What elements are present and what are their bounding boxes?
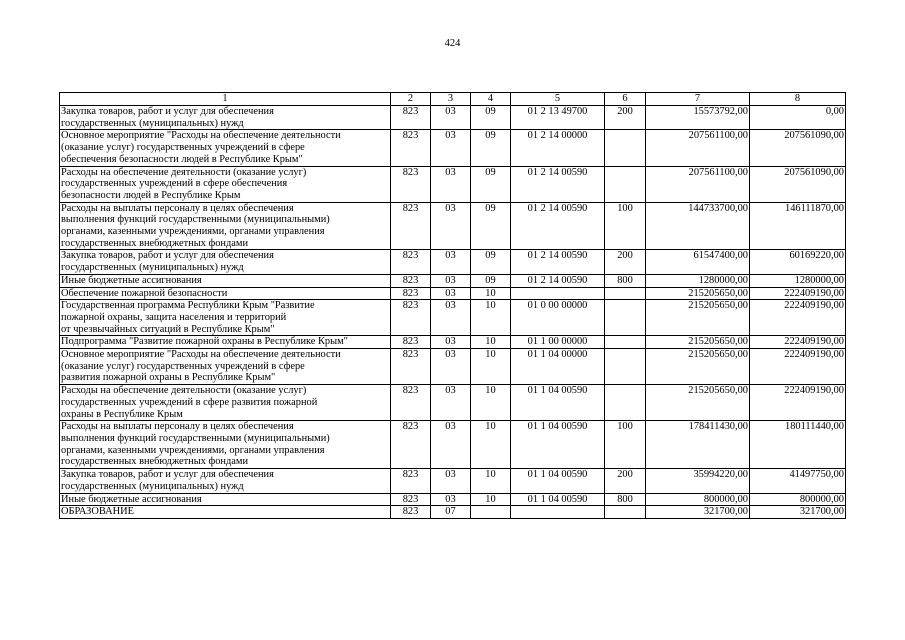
row-amount-year1: 207561100,00 xyxy=(646,166,750,202)
row-admin-code: 823 xyxy=(391,106,431,130)
row-target-article xyxy=(511,287,605,300)
row-expense-type: 100 xyxy=(605,421,646,469)
row-section-code: 07 xyxy=(431,506,471,519)
row-section-code: 03 xyxy=(431,106,471,130)
row-admin-code: 823 xyxy=(391,385,431,421)
row-section-code: 03 xyxy=(431,202,471,250)
table-row xyxy=(60,336,846,349)
row-description: Расходы на выплаты персоналу в целях обеспечения выполнения функций государственными (муниципальными) органами, казенными учреждениями, органами управления государственных внебюджетных фондами xyxy=(60,202,391,250)
row-section-code: 03 xyxy=(431,493,471,506)
row-amount-year1: 61547400,00 xyxy=(646,250,750,274)
row-admin-code: 823 xyxy=(391,493,431,506)
table-row xyxy=(60,349,846,385)
row-section-code: 03 xyxy=(431,469,471,493)
header-cell: 3 xyxy=(431,93,471,106)
budget-table xyxy=(59,92,846,519)
row-expense-type xyxy=(605,349,646,385)
row-amount-year2: 222409190,00 xyxy=(750,349,846,385)
row-subsection-code: 10 xyxy=(471,300,511,336)
row-description: ОБРАЗОВАНИЕ xyxy=(60,506,391,519)
row-target-article: 01 1 04 00590 xyxy=(511,385,605,421)
row-target-article: 01 2 14 00590 xyxy=(511,274,605,287)
row-subsection-code: 10 xyxy=(471,469,511,493)
row-target-article: 01 2 14 00590 xyxy=(511,250,605,274)
row-amount-year2: 222409190,00 xyxy=(750,300,846,336)
row-amount-year2: 800000,00 xyxy=(750,493,846,506)
row-target-article: 01 2 13 49700 xyxy=(511,106,605,130)
row-expense-type: 200 xyxy=(605,250,646,274)
row-amount-year2: 146111870,00 xyxy=(750,202,846,250)
row-amount-year1: 15573792,00 xyxy=(646,106,750,130)
header-cell: 4 xyxy=(471,93,511,106)
row-subsection-code: 10 xyxy=(471,493,511,506)
row-target-article: 01 1 04 00590 xyxy=(511,421,605,469)
row-subsection-code: 09 xyxy=(471,274,511,287)
row-subsection-code: 09 xyxy=(471,166,511,202)
row-target-article: 01 0 00 00000 xyxy=(511,300,605,336)
row-admin-code: 823 xyxy=(391,274,431,287)
row-section-code: 03 xyxy=(431,130,471,166)
row-target-article: 01 1 04 00000 xyxy=(511,349,605,385)
row-description: Обеспечение пожарной безопасности xyxy=(60,287,391,300)
row-section-code: 03 xyxy=(431,385,471,421)
row-amount-year1: 144733700,00 xyxy=(646,202,750,250)
header-cell: 2 xyxy=(391,93,431,106)
row-description: Расходы на обеспечение деятельности (оказание услуг) государственных учреждений в сфере обеспечения безопасности людей в Республике Крым xyxy=(60,166,391,202)
row-description: Иные бюджетные ассигнования xyxy=(60,493,391,506)
row-admin-code: 823 xyxy=(391,166,431,202)
row-section-code: 03 xyxy=(431,349,471,385)
row-subsection-code: 10 xyxy=(471,385,511,421)
row-target-article: 01 1 04 00590 xyxy=(511,469,605,493)
table-row xyxy=(60,287,846,300)
row-expense-type xyxy=(605,506,646,519)
row-section-code: 03 xyxy=(431,336,471,349)
table-row xyxy=(60,300,846,336)
row-amount-year1: 215205650,00 xyxy=(646,300,750,336)
row-amount-year1: 178411430,00 xyxy=(646,421,750,469)
row-admin-code: 823 xyxy=(391,421,431,469)
row-target-article: 01 2 14 00590 xyxy=(511,202,605,250)
table-row xyxy=(60,130,846,166)
row-admin-code: 823 xyxy=(391,202,431,250)
row-expense-type xyxy=(605,385,646,421)
row-description: Подпрограмма "Развитие пожарной охраны в Республике Крым" xyxy=(60,336,391,349)
row-amount-year1: 1280000,00 xyxy=(646,274,750,287)
row-amount-year1: 321700,00 xyxy=(646,506,750,519)
table-row xyxy=(60,493,846,506)
row-description: Основное мероприятие "Расходы на обеспечение деятельности (оказание услуг) государственных учреждений в сфере обеспечения безопасности людей в Республике Крым" xyxy=(60,130,391,166)
row-amount-year2: 180111440,00 xyxy=(750,421,846,469)
table-row xyxy=(60,421,846,469)
page-number: 424 xyxy=(444,38,461,49)
row-subsection-code: 09 xyxy=(471,202,511,250)
row-subsection-code: 10 xyxy=(471,287,511,300)
row-expense-type xyxy=(605,300,646,336)
header-cell: 6 xyxy=(605,93,646,106)
row-target-article xyxy=(511,506,605,519)
row-expense-type: 100 xyxy=(605,202,646,250)
row-description: Основное мероприятие "Расходы на обеспечение деятельности (оказание услуг) государственных учреждений в сфере развития пожарной охраны в Республике Крым" xyxy=(60,349,391,385)
table-row xyxy=(60,506,846,519)
row-subsection-code: 09 xyxy=(471,130,511,166)
header-cell: 7 xyxy=(646,93,750,106)
header-cell: 8 xyxy=(750,93,846,106)
row-target-article: 01 2 14 00000 xyxy=(511,130,605,166)
row-amount-year1: 215205650,00 xyxy=(646,336,750,349)
row-subsection-code: 09 xyxy=(471,106,511,130)
row-section-code: 03 xyxy=(431,250,471,274)
row-amount-year1: 215205650,00 xyxy=(646,287,750,300)
row-amount-year1: 215205650,00 xyxy=(646,385,750,421)
row-target-article: 01 1 00 00000 xyxy=(511,336,605,349)
table-row xyxy=(60,385,846,421)
row-subsection-code: 10 xyxy=(471,421,511,469)
row-admin-code: 823 xyxy=(391,287,431,300)
row-expense-type xyxy=(605,130,646,166)
row-subsection-code: 09 xyxy=(471,250,511,274)
row-subsection-code: 10 xyxy=(471,336,511,349)
header-cell: 5 xyxy=(511,93,605,106)
row-amount-year2: 222409190,00 xyxy=(750,287,846,300)
row-subsection-code xyxy=(471,506,511,519)
row-admin-code: 823 xyxy=(391,506,431,519)
row-description: Закупка товаров, работ и услуг для обеспечения государственных (муниципальных) нужд xyxy=(60,106,391,130)
row-admin-code: 823 xyxy=(391,336,431,349)
row-expense-type xyxy=(605,166,646,202)
row-description: Закупка товаров, работ и услуг для обеспечения государственных (муниципальных) нужд xyxy=(60,250,391,274)
table-row xyxy=(60,250,846,274)
row-amount-year2: 60169220,00 xyxy=(750,250,846,274)
row-amount-year1: 35994220,00 xyxy=(646,469,750,493)
row-admin-code: 823 xyxy=(391,469,431,493)
table-row xyxy=(60,166,846,202)
table-row xyxy=(60,274,846,287)
table-row xyxy=(60,469,846,493)
row-amount-year2: 0,00 xyxy=(750,106,846,130)
row-amount-year1: 207561100,00 xyxy=(646,130,750,166)
row-admin-code: 823 xyxy=(391,300,431,336)
row-amount-year2: 207561090,00 xyxy=(750,130,846,166)
row-section-code: 03 xyxy=(431,166,471,202)
row-section-code: 03 xyxy=(431,300,471,336)
row-description: Расходы на выплаты персоналу в целях обеспечения выполнения функций государственными (муниципальными) органами, казенными учреждениями, органами управления государственных внебюджетных фондами xyxy=(60,421,391,469)
row-amount-year2: 41497750,00 xyxy=(750,469,846,493)
row-description: Расходы на обеспечение деятельности (оказание услуг) государственных учреждений в сфере развития пожарной охраны в Республике Крым xyxy=(60,385,391,421)
row-expense-type: 800 xyxy=(605,274,646,287)
row-section-code: 03 xyxy=(431,274,471,287)
row-amount-year2: 321700,00 xyxy=(750,506,846,519)
row-subsection-code: 10 xyxy=(471,349,511,385)
row-expense-type: 800 xyxy=(605,493,646,506)
row-section-code: 03 xyxy=(431,287,471,300)
row-admin-code: 823 xyxy=(391,250,431,274)
row-description: Иные бюджетные ассигнования xyxy=(60,274,391,287)
row-amount-year2: 1280000,00 xyxy=(750,274,846,287)
row-amount-year2: 222409190,00 xyxy=(750,336,846,349)
row-description: Закупка товаров, работ и услуг для обеспечения государственных (муниципальных) нужд xyxy=(60,469,391,493)
row-target-article: 01 2 14 00590 xyxy=(511,166,605,202)
row-expense-type: 200 xyxy=(605,469,646,493)
row-expense-type xyxy=(605,287,646,300)
row-target-article: 01 1 04 00590 xyxy=(511,493,605,506)
row-expense-type xyxy=(605,336,646,349)
row-description: Государственная программа Республики Крым "Развитие пожарной охраны, защита населения и территорий от чрезвычайных ситуаций в Республике Крым" xyxy=(60,300,391,336)
row-amount-year2: 222409190,00 xyxy=(750,385,846,421)
row-admin-code: 823 xyxy=(391,349,431,385)
table-row xyxy=(60,202,846,250)
header-cell: 1 xyxy=(60,93,391,106)
row-section-code: 03 xyxy=(431,421,471,469)
row-amount-year1: 215205650,00 xyxy=(646,349,750,385)
row-amount-year1: 800000,00 xyxy=(646,493,750,506)
row-admin-code: 823 xyxy=(391,130,431,166)
header-row xyxy=(60,93,846,106)
table-row xyxy=(60,106,846,130)
row-amount-year2: 207561090,00 xyxy=(750,166,846,202)
row-expense-type: 200 xyxy=(605,106,646,130)
